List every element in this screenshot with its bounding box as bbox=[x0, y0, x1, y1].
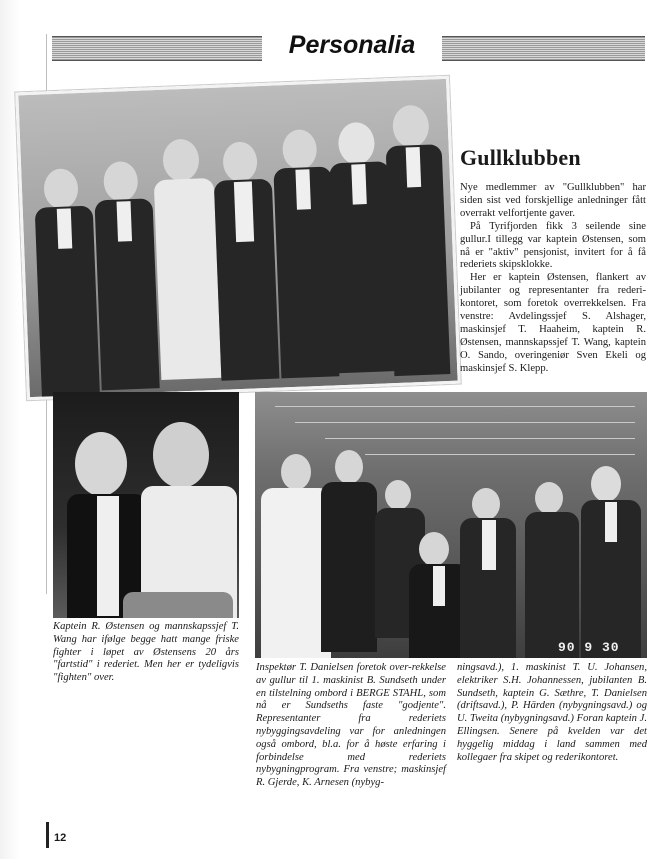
article-headline: Gullklubben bbox=[460, 145, 581, 170]
photo-date-stamp: 90 9 30 bbox=[558, 640, 620, 655]
section-title: Personalia bbox=[262, 30, 442, 62]
article-paragraph: Her er kaptein Østensen, flankert av jubilanter og representanter fra rederi-kontoret, som foretok overrekkelsen. Fra venstre: Avdelingssjef S. Alshager, maskinsjef T. Haaheim, kaptein R. Østensen, mannskapssjef T. Wang, kaptein O. Sando, overingeniør Sven Ekeli og maskinsjef S. Klepp. bbox=[460, 272, 646, 374]
article-paragraph: På Tyrifjorden fikk 3 seilende sine gullur.I tillegg var kaptein Østensen, som nå er "aktiv" pensjonist, invitert for å få rederiets skipsklokke. bbox=[460, 220, 646, 271]
article-body bbox=[460, 182, 646, 376]
photo-two-men bbox=[53, 392, 239, 618]
page-number: 12 bbox=[54, 832, 67, 844]
article-paragraph: Nye medlemmer av "Gullklubben" har siden sist ved forskjellige anledninger fått overrakt velfortjente gaver. bbox=[460, 182, 646, 219]
gift-object bbox=[123, 592, 233, 618]
caption-left: Kaptein R. Østensen og mannskapssjef T. Wang har ifølge begge hatt mange friske fighter i løpet av Østensens 20 års "fartstid" i rederiet. Men her er tydeligvis "fighten" over. bbox=[53, 621, 239, 684]
page-marker bbox=[46, 822, 49, 848]
group-photo-ship bbox=[255, 392, 647, 658]
caption-bottom-col2: ningsavd.), 1. maskinist T. U. Johansen, elektriker S.H. Johannessen, jubilanten B. Sundseth, kaptein G. Sæthre, T. Danielsen (driftsavd.), P. Härden (nybygningsavd.) og U. Tweita (nybygningsavd.) Foran kaptein J. Ellingsen. Senere på kvelden var det hyggelig middag i land sammen med kollegaer fra skipet og rederikontoret. bbox=[457, 662, 647, 763]
caption-bottom-col1: Inspektør T. Danielsen foretok over-rekkelse av gullur til 1. maskinist B. Sundseth under en tilstelning ombord i BERGE STAHL, som nå er Sundseths faste "godjente". Representanter fra rederiets nybyggingsavdeling var for anledningen også ombord, bl.a. for å høste erfaring i forbindelse med rederiets nybygningprogram. Fra venstre; maskinsjef R. Gjerde, K. Arnesen (nybyg- bbox=[256, 662, 446, 789]
group-photo-main bbox=[15, 76, 461, 400]
